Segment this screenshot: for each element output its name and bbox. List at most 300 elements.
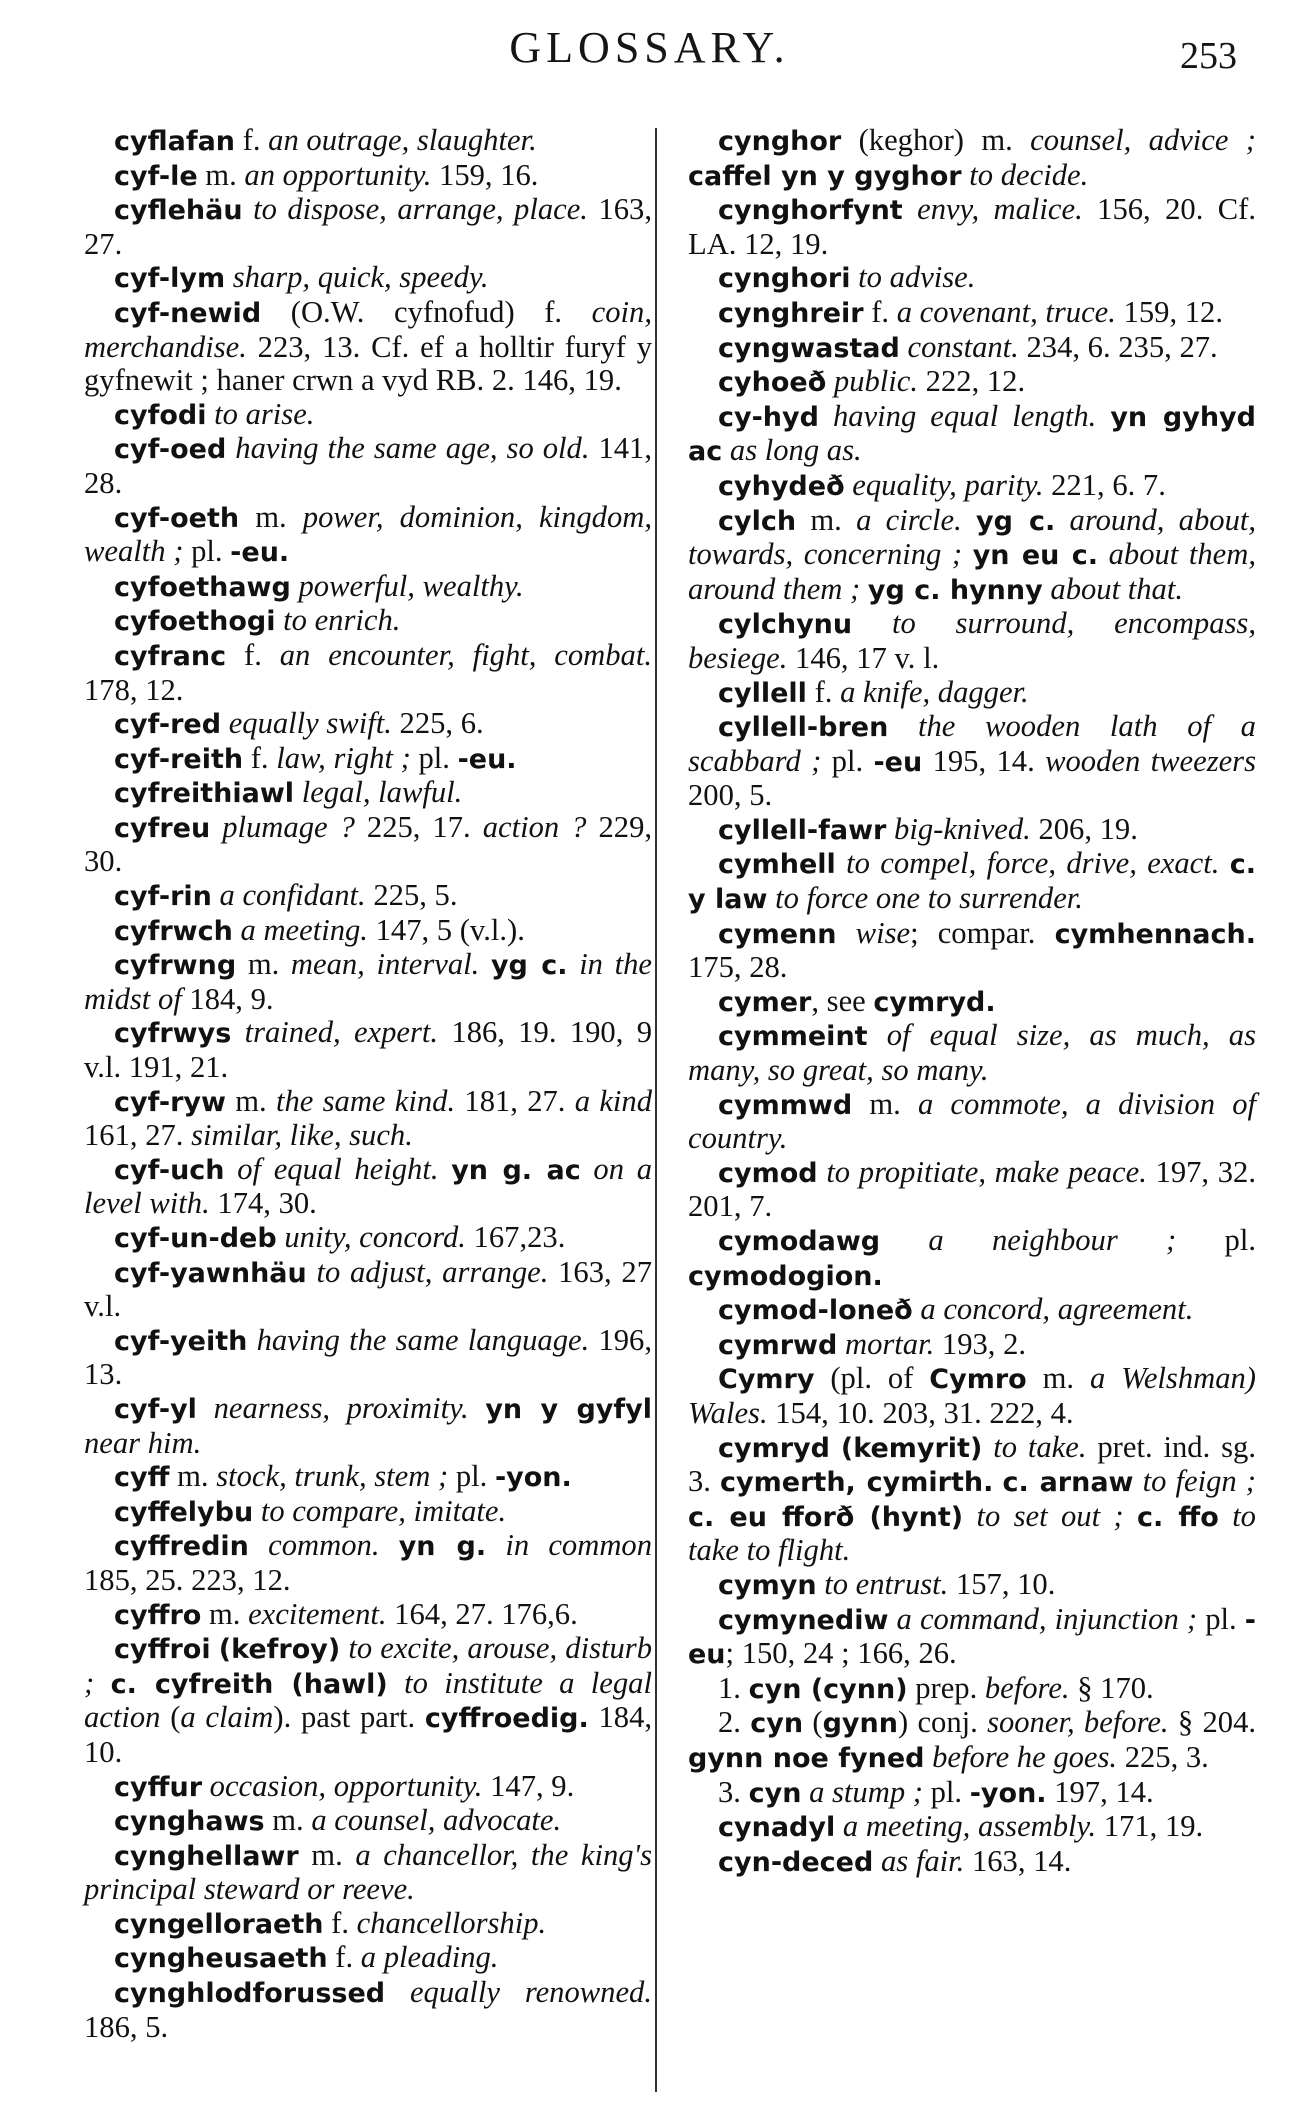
headword: cyf-newid <box>114 297 262 329</box>
glossary-entry <box>84 1632 652 1769</box>
glossary-entry <box>84 1941 652 1976</box>
entry-text <box>253 1494 261 1528</box>
definition-text: having the same language. <box>256 1322 590 1357</box>
column-divider <box>655 128 657 2092</box>
definition-text: a meeting, assembly. <box>842 1809 1097 1844</box>
entry-text: 225, 3. <box>1117 1739 1209 1774</box>
headword: cyffur <box>114 1771 203 1803</box>
entry-text: 163, 27. <box>84 192 652 261</box>
glossary-entry <box>688 985 1256 1020</box>
headword: cyfodi <box>114 399 207 431</box>
definition-text: action ? <box>482 809 587 844</box>
bold-form: -eu. <box>230 537 290 569</box>
entry-text: 196, 13. <box>84 1322 652 1392</box>
definition-text: to surround, encompass, besiege. <box>688 606 1256 675</box>
definition-text: chancellorship. <box>356 1905 547 1940</box>
entry-text: m. <box>298 1837 356 1872</box>
entry-text: 163, 14. <box>964 1843 1072 1878</box>
entry-text: 3. <box>718 1774 749 1809</box>
headword: cynghori <box>718 263 851 295</box>
entry-text: 157, 10. <box>948 1566 1056 1601</box>
definition-text: around, about, towards, concerning ; <box>688 502 1257 572</box>
entry-text: 154, 10. 203, 31. 222, 4. <box>767 1395 1074 1430</box>
headword: cyf-uch <box>114 1154 225 1186</box>
headword: cynghaws <box>114 1806 265 1838</box>
definition-text: mortar. <box>844 1326 935 1361</box>
glossary-entry <box>688 710 1256 813</box>
definition-text: common. <box>268 1528 380 1563</box>
definition-text: a stump ; <box>809 1774 923 1809</box>
entry-text <box>291 569 299 603</box>
definition-text: to arise. <box>214 396 315 431</box>
entry-text: 167,23. <box>465 1220 566 1254</box>
bold-form: -eu <box>688 1604 1256 1671</box>
definition-text: in common <box>505 1528 653 1563</box>
headword: cyf-red <box>114 709 222 741</box>
entry-text: m. <box>197 157 245 192</box>
entry-text: 185, 25. 223, 12. <box>84 1562 291 1597</box>
bold-form: cymryd. <box>873 986 996 1018</box>
entry-text: m. <box>1026 1361 1090 1396</box>
glossary-entry <box>84 159 652 194</box>
entry-text: 229, 30. <box>84 809 653 879</box>
headword: cyfranc <box>114 640 227 672</box>
headword: cyhydeð <box>718 470 845 502</box>
headword: cyf-yl <box>114 1393 197 1425</box>
entry-text: 197, 14. <box>1046 1774 1154 1809</box>
entry-text: § 204. <box>1168 1705 1257 1740</box>
entry-text <box>801 1775 809 1809</box>
entry-text: f. <box>235 123 269 157</box>
entry-text <box>1098 537 1109 571</box>
entry-text <box>924 1740 932 1774</box>
bold-form: -eu. <box>457 743 517 775</box>
entry-text <box>1055 503 1069 537</box>
entry-text <box>873 1844 881 1878</box>
entry-text <box>439 1152 452 1186</box>
definition-text: as fair. <box>880 1843 965 1878</box>
entry-text <box>1124 1499 1137 1533</box>
headword: cyfreithiawl <box>114 778 295 810</box>
definition-text: envy, malice. <box>917 192 1083 227</box>
running-title: GLOSSARY. <box>509 23 790 72</box>
entry-text: 146, 17 v. l. <box>787 640 940 675</box>
entry-text: prep. <box>907 1670 985 1705</box>
entry-text <box>1134 1464 1143 1498</box>
bold-form: -eu <box>873 746 923 778</box>
entry-text <box>851 260 859 294</box>
definition-text: excitement. <box>248 1596 387 1631</box>
entry-text: (pl. of <box>814 1361 930 1396</box>
entry-text: 174, 30. <box>209 1186 317 1221</box>
headword: cyf-le <box>114 160 198 192</box>
entry-text: 161, 27. <box>84 1118 192 1153</box>
headword: cyf-yawnhäu <box>114 1257 307 1289</box>
entry-text <box>307 1255 317 1289</box>
entry-text <box>1096 399 1110 433</box>
definition-text: to entrust. <box>824 1566 949 1601</box>
headword: cymod-loneð <box>718 1295 913 1327</box>
definition-text: a commote, a division of country. <box>688 1086 1256 1156</box>
definition-text: sharp, quick, speedy. <box>232 260 489 295</box>
glossary-entry <box>688 1845 1256 1880</box>
definition-text: law, right ; <box>276 740 411 775</box>
definition-text: wooden tweezers <box>1045 743 1256 778</box>
glossary-entry <box>84 124 652 159</box>
entry-text <box>1219 1499 1232 1533</box>
headword: cyngwastad <box>718 332 900 364</box>
definition-text: constant. <box>907 329 1019 364</box>
entry-text: 193, 2. <box>934 1326 1027 1361</box>
definition-text: an outrage, slaughter. <box>268 123 537 157</box>
definition-text: a concord, agreement. <box>920 1292 1194 1327</box>
bold-form: (kemyrit) <box>840 1432 983 1464</box>
headword: cylchynu <box>718 609 853 641</box>
entry-text: 197, 32. 201, 7. <box>688 1154 1256 1224</box>
entry-text: 184, 9. <box>181 981 274 1016</box>
definition-text: trained, expert. <box>244 1015 439 1050</box>
entry-text: 159, 16. <box>431 157 539 192</box>
bold-form: yn g. <box>398 1531 487 1563</box>
entry-text: f. <box>226 637 280 672</box>
glossary-entry <box>84 1770 652 1805</box>
glossary-entry <box>688 469 1256 504</box>
definition-text: near him. <box>84 1425 202 1460</box>
definition-text: about them, around them ; <box>688 537 1256 606</box>
definition-text: having equal length. <box>832 398 1097 433</box>
glossary-entry <box>84 1016 652 1084</box>
definition-text: to take to flight. <box>688 1498 1256 1568</box>
glossary-entry <box>688 1672 1256 1707</box>
definition-text: legal, lawful. <box>301 775 463 810</box>
entry-text: pl. <box>1176 1223 1256 1257</box>
entry-text <box>225 1152 238 1186</box>
definition-text: sooner, before. <box>987 1705 1169 1740</box>
definition-text: before. <box>984 1670 1070 1705</box>
entry-text <box>962 537 973 571</box>
entry-text: 147, 5 (v.l.). <box>367 912 525 947</box>
entry-text <box>211 1631 219 1665</box>
entry-text <box>837 916 856 950</box>
glossary-entry <box>84 811 652 879</box>
bold-form: yg c. <box>976 505 1056 537</box>
entry-text <box>94 1666 110 1700</box>
entry-text <box>880 1223 928 1257</box>
bold-form: cyffroedig. <box>424 1703 589 1735</box>
entry-text <box>233 913 241 947</box>
headword: cymyn <box>718 1569 817 1601</box>
entry-text <box>818 1155 827 1189</box>
glossary-entry <box>688 331 1256 366</box>
entry-text <box>826 364 834 398</box>
entry-text: 178, 12. <box>84 672 184 707</box>
definition-text: to take. <box>993 1429 1087 1464</box>
entry-text: ) conj. <box>897 1705 988 1740</box>
bold-form: c. y law <box>688 849 1256 916</box>
entry-text: m. <box>236 947 291 982</box>
glossary-entry <box>84 914 652 949</box>
headword: cyf-oed <box>114 434 227 466</box>
headword: cyf-ryw <box>114 1086 226 1118</box>
headword: cyf-yeith <box>114 1325 248 1357</box>
glossary-entry <box>84 261 652 296</box>
headword: cymenn <box>718 918 837 950</box>
headword: cyfrwys <box>114 1018 232 1050</box>
definition-text: a pleading. <box>360 1940 499 1975</box>
glossary-entry <box>688 1706 1256 1775</box>
definition-text: of equal size, as much, as many, so great, so many. <box>688 1018 1256 1088</box>
glossary-entry <box>688 1810 1256 1845</box>
entry-text <box>982 1430 993 1464</box>
entry-text: 225, 17. <box>354 809 483 844</box>
entry-text: 225, 5. <box>365 878 458 913</box>
entry-text <box>210 810 222 844</box>
headword: cyff <box>114 1462 170 1494</box>
entry-text: 175, 28. <box>688 950 788 985</box>
definition-text: a knife, dagger. <box>840 674 1029 709</box>
headword: cynadyl <box>718 1812 836 1844</box>
bold-form: cymodogion. <box>688 1260 883 1292</box>
glossary-entry <box>688 124 1256 193</box>
definition-text: big-knived. <box>894 811 1031 846</box>
entry-text: pl. <box>448 1459 495 1494</box>
headword: cyn <box>750 1708 804 1740</box>
entry-text <box>963 1499 976 1533</box>
entry-text <box>581 1152 594 1186</box>
entry-text: 156, 20. Cf. LA. 12, 19. <box>688 192 1257 261</box>
definition-text: coin, merchandise. <box>84 294 652 364</box>
definition-text: a claim <box>180 1700 274 1735</box>
entry-text: ; 150, 24 ; 166, 26. <box>725 1636 957 1671</box>
headword: cyfrwng <box>114 950 237 982</box>
headword: cymod <box>718 1157 818 1189</box>
entry-text <box>835 1809 843 1843</box>
entry-text: ). past part. <box>273 1700 425 1735</box>
entry-text: 206, 19. <box>1030 811 1138 846</box>
definition-text: as long as. <box>729 433 862 468</box>
headword: cymrwd <box>718 1329 838 1361</box>
definition-text: equally swift. <box>228 706 392 741</box>
glossary-entry <box>688 1431 1256 1568</box>
definition-text: a kind <box>574 1083 652 1118</box>
glossary-entry <box>84 1907 652 1942</box>
headword: cyflafan <box>114 126 236 157</box>
definition-text: to excite, arouse, disturb ; <box>84 1631 652 1700</box>
definition-text: a Welshman) Wales. <box>688 1361 1256 1430</box>
entry-text <box>722 433 730 467</box>
glossary-entry <box>84 1598 652 1633</box>
entry-text <box>479 947 491 981</box>
glossary-entry <box>84 501 652 570</box>
headword: cyngelloraeth <box>114 1908 324 1940</box>
glossary-entry <box>84 570 652 605</box>
entry-text <box>486 1528 505 1562</box>
glossary-entry <box>84 296 652 398</box>
headword: cynghlodforussed <box>114 1978 386 2010</box>
glossary-entry <box>84 1221 652 1256</box>
glossary-entry <box>84 776 652 811</box>
entry-text: (keghor) m. <box>841 123 1031 157</box>
definition-text: plumage ? <box>222 809 355 844</box>
headword: cyffelybu <box>114 1496 254 1528</box>
headword: cymodawg <box>718 1226 881 1257</box>
entry-text <box>221 706 229 740</box>
definition-text: to feign ; <box>1142 1464 1256 1499</box>
entry-text: 147, 9. <box>482 1768 575 1803</box>
bold-form: c. eu fforð (hynt) <box>688 1501 964 1533</box>
bold-form: cymhennach. <box>1054 918 1256 950</box>
definition-text: to dispose, arrange, place. <box>253 192 588 227</box>
entry-text <box>379 1528 398 1562</box>
entry-text: 1. <box>718 1670 749 1705</box>
glossary-entry <box>688 1603 1256 1672</box>
definition-text: to set out ; <box>976 1498 1124 1533</box>
entry-text <box>568 947 580 981</box>
entry-text: pl. <box>922 1774 970 1809</box>
glossary-entry <box>84 1804 652 1839</box>
entry-text: ( <box>803 1705 823 1740</box>
headword: cyn (cynn) <box>748 1673 908 1705</box>
bold-form: Cymro <box>929 1364 1027 1396</box>
headword: cynghor <box>718 126 842 157</box>
bold-form: gynn <box>822 1708 898 1740</box>
glossary-entry <box>688 676 1256 711</box>
bold-form: yg c. <box>490 950 568 982</box>
headword: cylch <box>718 505 797 537</box>
headword: cyf-oeth <box>114 502 240 534</box>
headword: cyfoethawg <box>114 571 291 603</box>
glossary-entry <box>688 607 1256 675</box>
glossary-entry <box>688 1156 1256 1224</box>
entry-text: pl. <box>1197 1601 1245 1636</box>
glossary-entry <box>84 879 652 914</box>
entry-text: m. <box>239 499 303 534</box>
glossary-column-left <box>84 124 652 2044</box>
entry-text <box>836 846 846 880</box>
definition-text: a confidant. <box>219 878 366 913</box>
glossary-entry <box>688 1224 1256 1293</box>
entry-text <box>886 812 894 846</box>
headword: cymer <box>718 986 812 1018</box>
glossary-entry <box>84 398 652 433</box>
glossary-entry <box>84 1085 652 1153</box>
entry-text: pl. <box>183 534 231 569</box>
glossary-entry <box>84 432 652 500</box>
glossary-entry <box>84 1256 652 1324</box>
headword: cyf-reith <box>114 743 244 775</box>
glossary-entry <box>84 707 652 742</box>
glossary-entry <box>688 1362 1256 1430</box>
entry-text <box>212 878 220 912</box>
entry-text: 234, 6. 235, 27. <box>1018 329 1218 364</box>
entry-text: pret. ind. sg. 3. <box>688 1429 1256 1499</box>
entry-text: 181, 27. <box>455 1083 575 1118</box>
definition-text: a meeting. <box>240 912 368 947</box>
headword: cymmeint <box>718 1021 868 1053</box>
glossary-entry <box>688 296 1256 331</box>
headword: cyhoeð <box>718 367 827 399</box>
entry-text <box>868 1018 887 1052</box>
definition-text: to compel, force, drive, exact. <box>846 846 1220 881</box>
headword: cyf-rin <box>114 881 212 913</box>
headword: cyllell-bren <box>718 712 889 744</box>
entry-text <box>860 572 868 606</box>
headword: cyffroi <box>114 1634 211 1666</box>
entry-text: 221, 6. 7. <box>1043 467 1166 502</box>
entry-text: 222, 12. <box>918 364 1026 399</box>
headword: cyn <box>748 1777 802 1809</box>
entry-text <box>962 503 976 537</box>
headword: cyffro <box>114 1599 202 1631</box>
entry-text <box>202 1769 210 1803</box>
headword: cymryd <box>718 1432 830 1464</box>
bold-form: c. ffo <box>1137 1501 1219 1533</box>
glossary-entry <box>84 193 652 261</box>
glossary-entry <box>84 948 652 1016</box>
entry-text: 225, 6. <box>391 706 484 741</box>
glossary-entry <box>688 1019 1256 1087</box>
definition-text: about that. <box>1050 571 1183 606</box>
entry-text: 184, 10. <box>84 1700 653 1769</box>
page-header <box>0 22 1299 82</box>
definition-text: of equal height. <box>237 1151 439 1186</box>
page-number: 253 <box>1180 35 1237 77</box>
entry-text: 163, 27 v.l. <box>84 1254 652 1324</box>
headword: cyfrwch <box>114 915 233 947</box>
entry-text <box>888 1602 896 1636</box>
glossary-column-right <box>688 124 1256 1879</box>
bold-form: (kefroy) <box>218 1634 341 1666</box>
bold-form: -yon. <box>969 1777 1047 1809</box>
glossary-entry <box>84 1839 652 1907</box>
bold-form: yg c. hynny <box>867 574 1043 606</box>
entry-text: f. <box>327 1940 361 1975</box>
definition-text: occasion, opportunity. <box>209 1768 483 1803</box>
definition-text: an encounter, fight, combat. <box>279 637 652 672</box>
definition-text: to force one to surrender. <box>775 881 1083 916</box>
glossary-entry <box>688 1293 1256 1328</box>
definition-text: to advise. <box>858 260 976 295</box>
entry-text: ( <box>160 1700 181 1735</box>
entry-text: 200, 5. <box>688 778 773 813</box>
definition-text: powerful, wealthy. <box>298 568 524 603</box>
entry-text <box>388 1666 404 1700</box>
glossary-entry <box>84 1460 652 1495</box>
headword: cyngheusaeth <box>114 1943 328 1975</box>
definition-text: public. <box>833 364 919 399</box>
entry-text: ; compar. <box>910 915 1055 950</box>
definition-text: a counsel, advocate. <box>311 1803 562 1838</box>
entry-text: 195, 14. <box>922 743 1046 778</box>
glossary-entry <box>84 639 652 707</box>
entry-text <box>249 1528 268 1562</box>
definition-text: to institute a legal action <box>84 1665 652 1735</box>
definition-text: counsel, advice ; <box>1030 123 1256 157</box>
definition-text: wise <box>855 915 911 950</box>
glossary-entry <box>84 1529 652 1597</box>
entry-text <box>206 397 214 431</box>
headword: cyf-lym <box>114 263 226 295</box>
headword: cyf-un-deb <box>114 1223 277 1254</box>
glossary-entry <box>688 1088 1256 1156</box>
entry-text: pl. <box>410 740 458 775</box>
bold-form: yn eu c. <box>972 540 1098 572</box>
bold-form: -yon. <box>494 1462 572 1494</box>
entry-text: 2. <box>718 1705 751 1740</box>
entry-text <box>247 1323 256 1357</box>
definition-text: unity, concord. <box>284 1220 466 1254</box>
glossary-entry <box>688 1776 1256 1811</box>
